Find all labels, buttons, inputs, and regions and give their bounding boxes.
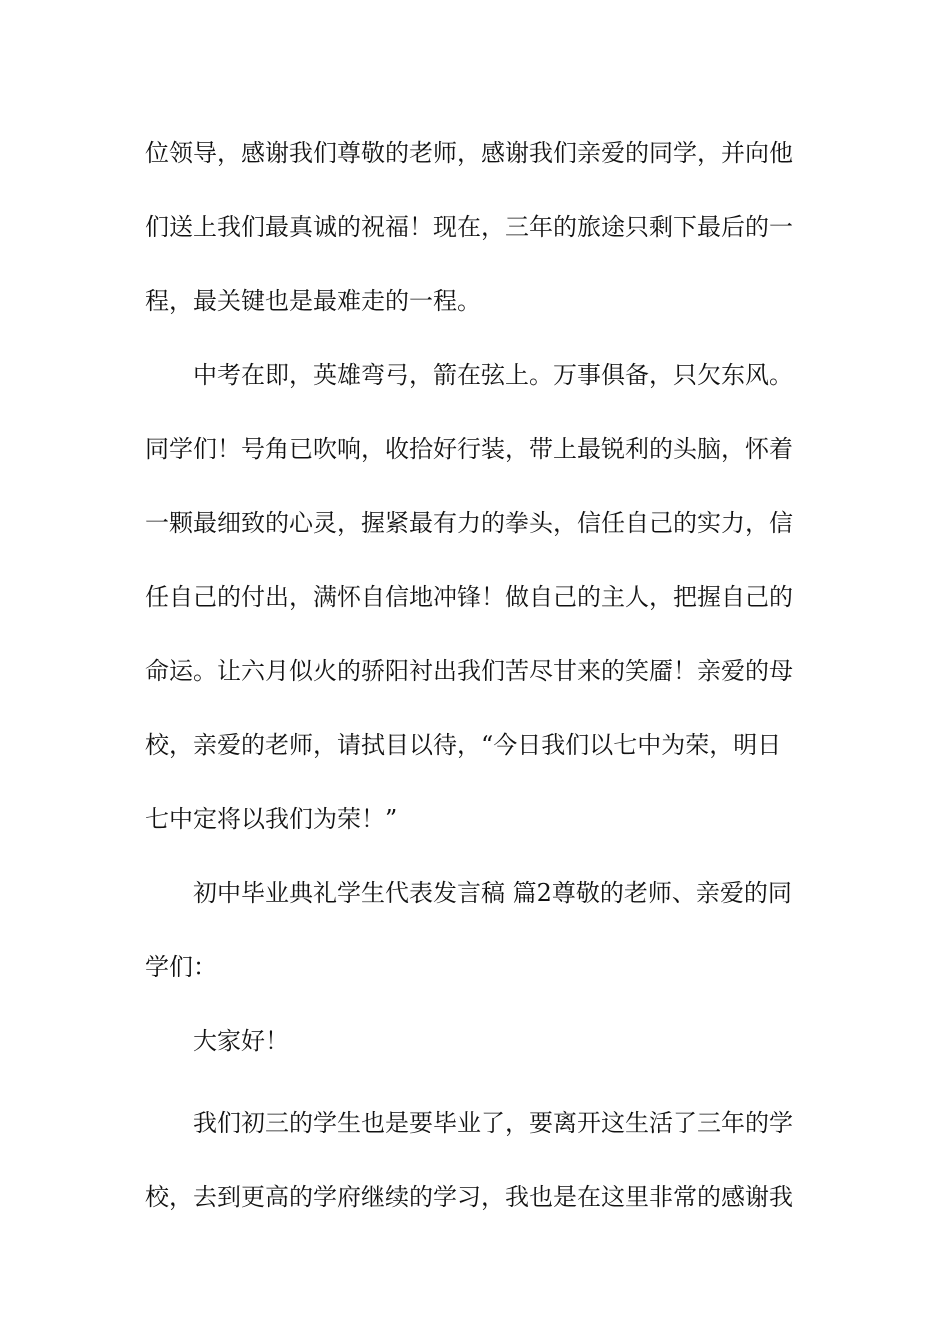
text-line: 校，亲爱的老师，请拭目以待，“今日我们以七中为荣，明日 xyxy=(145,731,782,759)
paragraph-start-line: 我们初三的学生也是要毕业了，要离开这生活了三年的学 xyxy=(193,1109,793,1137)
text-line: 程，最关键也是最难走的一程。 xyxy=(145,287,481,315)
text-line: 校，去到更高的学府继续的学习，我也是在这里非常的感谢我 xyxy=(145,1183,793,1211)
section-heading-line: 初中毕业典礼学生代表发言稿 篇2尊敬的老师、亲爱的同 xyxy=(193,879,792,907)
text-line: 七中定将以我们为荣！” xyxy=(145,805,398,833)
text-line: 们送上我们最真诚的祝福！现在，三年的旅途只剩下最后的一 xyxy=(145,213,793,241)
text-line: 同学们！号角已吹响，收拾好行装，带上最锐利的头脑，怀着 xyxy=(145,435,793,463)
text-line: 一颗最细致的心灵，握紧最有力的拳头，信任自己的实力，信 xyxy=(145,509,793,537)
text-line: 学们： xyxy=(145,953,217,981)
text-line: 任自己的付出，满怀自信地冲锋！做自己的主人，把握自己的 xyxy=(145,583,793,611)
text-line: 命运。让六月似火的骄阳衬出我们苦尽甘来的笑靥！亲爱的母 xyxy=(145,657,793,685)
paragraph-start-line: 中考在即，英雄弯弓，箭在弦上。万事俱备，只欠东风。 xyxy=(193,361,793,389)
greeting-line: 大家好！ xyxy=(193,1027,289,1055)
text-line: 位领导，感谢我们尊敬的老师，感谢我们亲爱的同学，并向他 xyxy=(145,139,793,167)
